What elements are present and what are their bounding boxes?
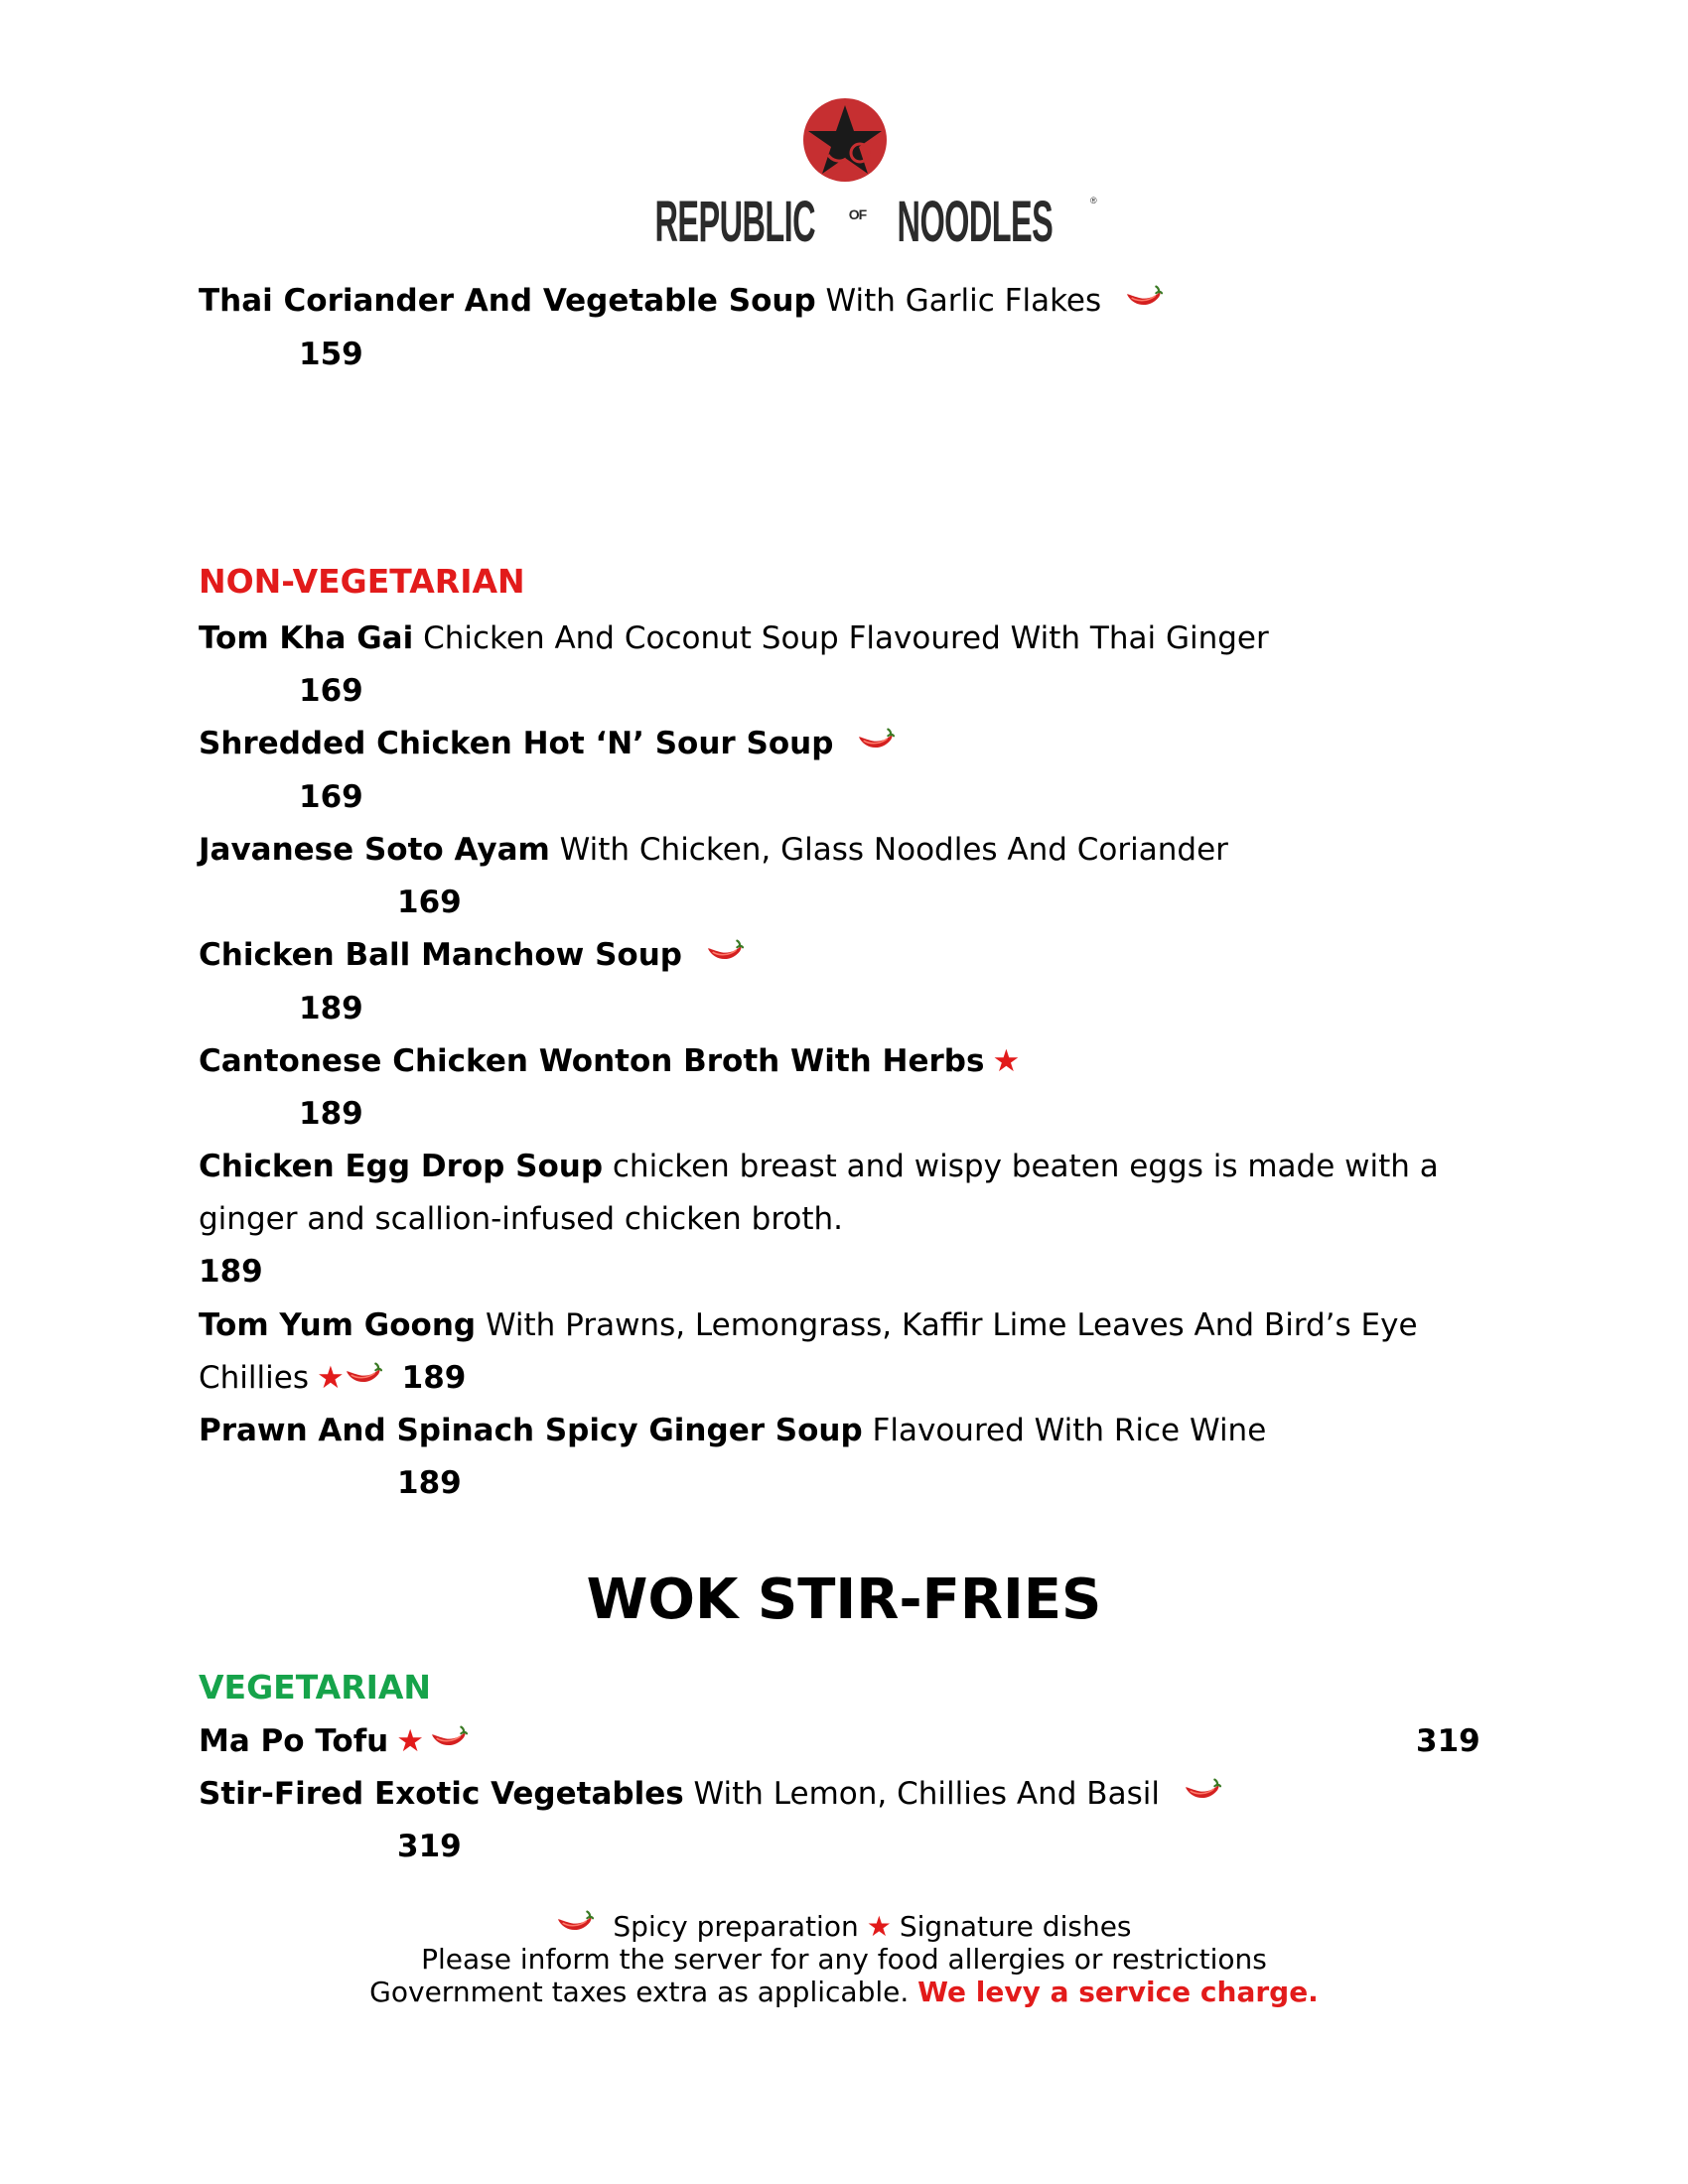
item-description-continued: ginger and scallion-infused chicken broth. [199, 1201, 844, 1237]
item-description: With Garlic Flakes [825, 283, 1102, 319]
category-heading-non-vegetarian: NON-VEGETARIAN [199, 562, 525, 601]
menu-item [199, 1042, 1020, 1080]
item-price: 189 [199, 1254, 263, 1290]
item-price: 319 [1416, 1723, 1480, 1759]
item-price: 169 [299, 673, 363, 709]
item-price: 189 [299, 1096, 363, 1132]
item-name: Prawn And Spinach Spicy Ginger Soup [199, 1413, 863, 1448]
item-name: Tom Yum Goong [199, 1307, 477, 1343]
allergy-note: Please inform the server for any food allergies or restrictions [421, 1943, 1267, 1976]
item-price: 159 [299, 337, 363, 372]
item-name: Tom Kha Gai [199, 620, 414, 656]
item-name: Ma Po Tofu [199, 1723, 389, 1759]
category-heading-vegetarian: VEGETARIAN [199, 1668, 432, 1706]
star-icon: ★ [316, 1360, 345, 1396]
star-icon: ★ [992, 1043, 1021, 1079]
chili-pepper-icon [706, 939, 744, 967]
item-price: 189 [299, 991, 363, 1026]
logo-star-badge-icon [802, 97, 888, 183]
item-price: 169 [397, 885, 462, 920]
item-name: Shredded Chicken Hot ‘N’ Sour Soup [199, 726, 834, 761]
menu-item [199, 725, 895, 762]
item-description: Flavoured With Rice Wine [872, 1413, 1267, 1448]
logo-wordmark: REPUBLIC OF NOODLES ® [654, 190, 1096, 254]
menu-item [199, 282, 1163, 320]
item-price: 189 [401, 1360, 467, 1396]
item-name: Thai Coriander And Vegetable Soup [199, 283, 816, 319]
chili-pepper-icon [1125, 285, 1163, 313]
star-icon: ★ [866, 1910, 892, 1943]
chili-pepper-icon [345, 1362, 382, 1390]
menu-item [199, 1722, 468, 1760]
menu-item [199, 1148, 1439, 1185]
menu-item [199, 1306, 1418, 1344]
item-description: chicken breast and wispy beaten eggs is made with a [612, 1149, 1439, 1184]
item-price: 189 [397, 1465, 462, 1501]
tax-note-text: Government taxes extra as applicable. [369, 1976, 910, 2008]
menu-item [199, 831, 1228, 869]
star-icon: ★ [396, 1723, 425, 1759]
legend-spicy-label: Spicy preparation [613, 1910, 859, 1943]
item-price: 319 [397, 1829, 462, 1864]
item-name: Chicken Egg Drop Soup [199, 1149, 604, 1184]
legend-icons [0, 1910, 1688, 1943]
chili-pepper-icon [556, 1910, 594, 1938]
item-description: Chicken And Coconut Soup Flavoured With Thai Ginger [423, 620, 1269, 656]
item-description: With Chicken, Glass Noodles And Coriander [559, 832, 1228, 868]
item-name: Chicken Ball Manchow Soup [199, 937, 682, 973]
legend-signature-label: Signature dishes [899, 1910, 1132, 1943]
section-title-wok-stir-fries: WOK STIR-FRIES [586, 1568, 1102, 1632]
item-description: With Prawns, Lemongrass, Kaffir Lime Leaves And Bird’s Eye [485, 1307, 1418, 1343]
menu-item [199, 936, 744, 974]
menu-item [199, 1412, 1266, 1449]
chili-pepper-icon [1184, 1778, 1221, 1806]
service-charge-note: We levy a service charge. [917, 1976, 1319, 2008]
chili-pepper-icon [430, 1725, 468, 1753]
tax-note [0, 1976, 1688, 2008]
item-name: Cantonese Chicken Wonton Broth With Herbs [199, 1043, 985, 1079]
item-description: With Lemon, Chillies And Basil [693, 1776, 1160, 1812]
menu-item [199, 1775, 1221, 1813]
item-price: 169 [299, 779, 363, 815]
item-name: Javanese Soto Ayam [199, 832, 550, 868]
chili-pepper-icon [857, 728, 895, 755]
menu-item-continued [199, 1359, 466, 1397]
item-name: Stir-Fired Exotic Vegetables [199, 1776, 684, 1812]
item-description-continued: Chillies [199, 1360, 309, 1396]
brand-logo [0, 97, 1688, 254]
menu-item [199, 619, 1269, 657]
